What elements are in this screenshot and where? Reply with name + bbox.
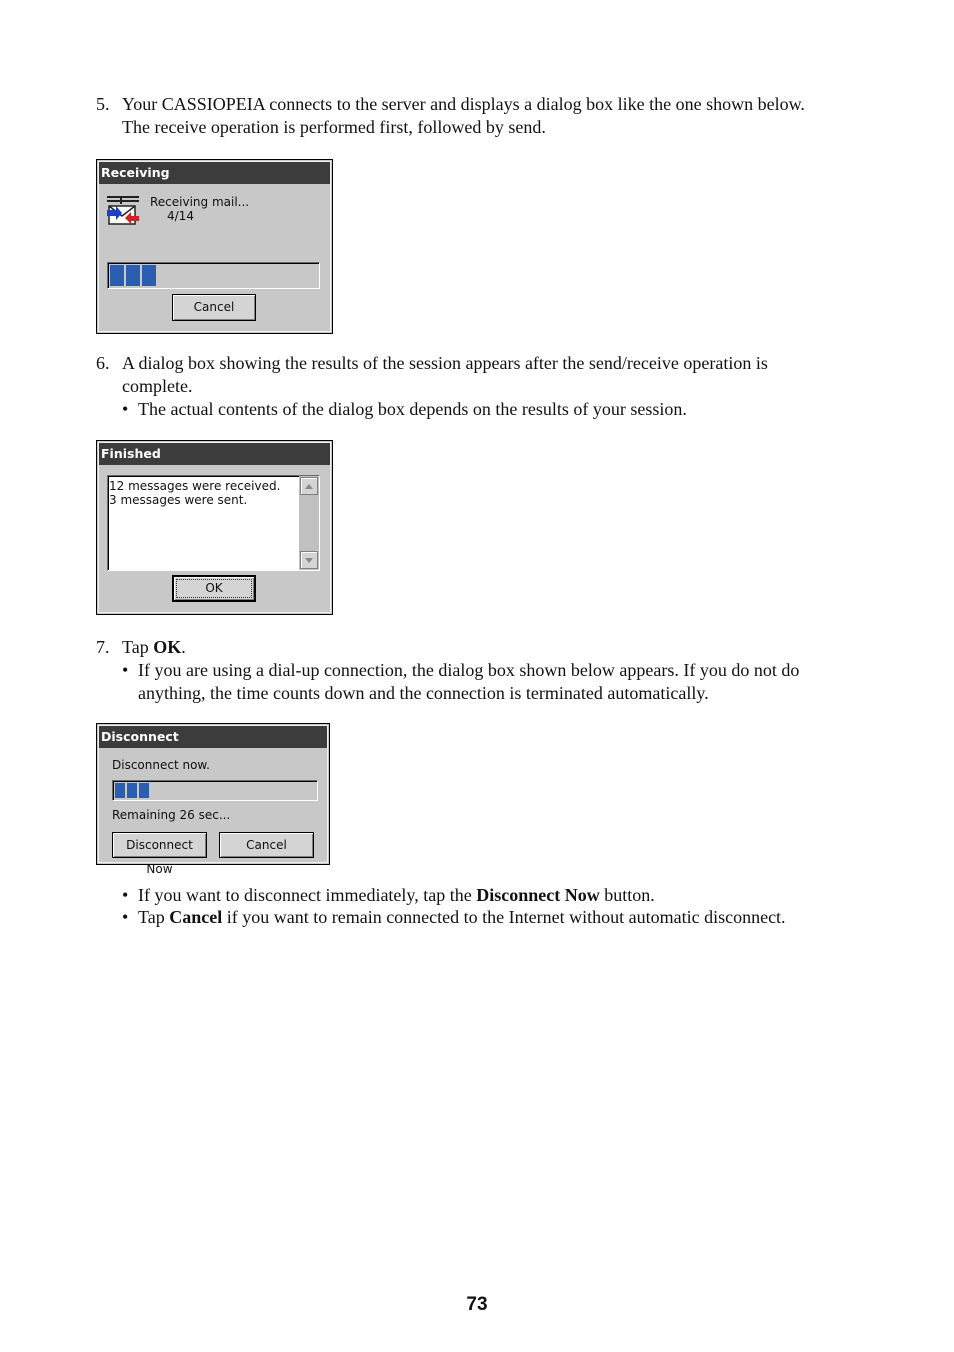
receiving-dialog	[96, 159, 333, 334]
scroll-up-button[interactable]	[300, 477, 318, 495]
progress-block	[127, 783, 137, 798]
note-bullet-2	[138, 906, 786, 929]
bullet-marker: •	[122, 907, 129, 927]
receiving-progress-bar	[107, 262, 320, 289]
note2-suffix: if you want to remain connected to the Internet without automatic disconnect.	[222, 907, 786, 927]
dialog-title: Receiving	[99, 162, 330, 184]
step6-line2: complete.	[122, 376, 193, 396]
cancel-button[interactable]: Cancel	[172, 294, 256, 321]
mail-transfer-icon	[106, 194, 140, 226]
scrollbar[interactable]	[299, 476, 319, 570]
note-bullet-1	[138, 884, 655, 907]
bullet-marker: •	[122, 660, 129, 680]
receiving-status: Receiving mail...	[150, 195, 250, 209]
step-number-5: 5.	[96, 94, 110, 114]
dialog-title: Finished	[99, 443, 330, 465]
remaining-time: Remaining 26 sec...	[112, 808, 231, 822]
step7-bullet-line2: anything, the time counts down and the connection is terminated automatically.	[138, 683, 709, 703]
note2-prefix: Tap	[138, 907, 170, 927]
note1-prefix: If you want to disconnect immediately, tap the	[138, 885, 477, 905]
ok-button-label: OK	[205, 581, 223, 595]
ok-button[interactable]	[172, 575, 256, 602]
step-number-6: 6.	[96, 353, 110, 373]
page-number: 73	[466, 1294, 488, 1315]
disconnect-dialog	[96, 723, 330, 876]
progress-block	[142, 265, 156, 286]
note1-bold: Disconnect Now	[476, 885, 600, 905]
progress-block	[115, 783, 125, 798]
results-line-received: 12 messages were received.	[109, 479, 281, 493]
dialog-title: Disconnect	[99, 726, 327, 748]
bullet-marker: •	[122, 885, 129, 905]
arrow-up-icon	[305, 484, 313, 489]
step7-bold: OK	[153, 637, 182, 657]
note2-bold: Cancel	[169, 907, 223, 927]
step7-bullet-line1: If you are using a dial-up connection, the dialog box shown below appears. If you do not do	[138, 660, 800, 680]
step5-line1: Your CASSIOPEIA connects to the server and displays a dialog box like the one shown below.	[122, 94, 805, 114]
step6-line1: A dialog box showing the results of the session appears after the send/receive operation is	[122, 353, 768, 373]
step7-line	[122, 636, 186, 659]
cancel-button[interactable]: Cancel	[219, 832, 314, 858]
arrow-down-icon	[305, 558, 313, 563]
step5-line2: The receive operation is performed first, followed by send.	[122, 117, 546, 137]
progress-block	[126, 265, 140, 286]
progress-block	[139, 783, 149, 798]
step6-bullet: The actual contents of the dialog box depends on the results of your session.	[138, 399, 687, 419]
results-line-sent: 3 messages were sent.	[109, 493, 248, 507]
bullet-marker: •	[122, 399, 129, 419]
finished-dialog	[96, 440, 333, 615]
disconnect-progress-bar	[112, 780, 318, 801]
scroll-down-button[interactable]	[300, 551, 318, 569]
disconnect-now-button[interactable]: Disconnect Now	[112, 832, 207, 858]
step7-prefix: Tap	[122, 637, 154, 657]
step-number-7: 7.	[96, 637, 110, 657]
results-listbox[interactable]	[107, 475, 320, 571]
note1-suffix: button.	[599, 885, 655, 905]
disconnect-message: Disconnect now.	[112, 758, 210, 772]
receiving-count: 4/14	[167, 209, 194, 223]
step7-suffix: .	[181, 637, 186, 657]
progress-block	[110, 265, 124, 286]
